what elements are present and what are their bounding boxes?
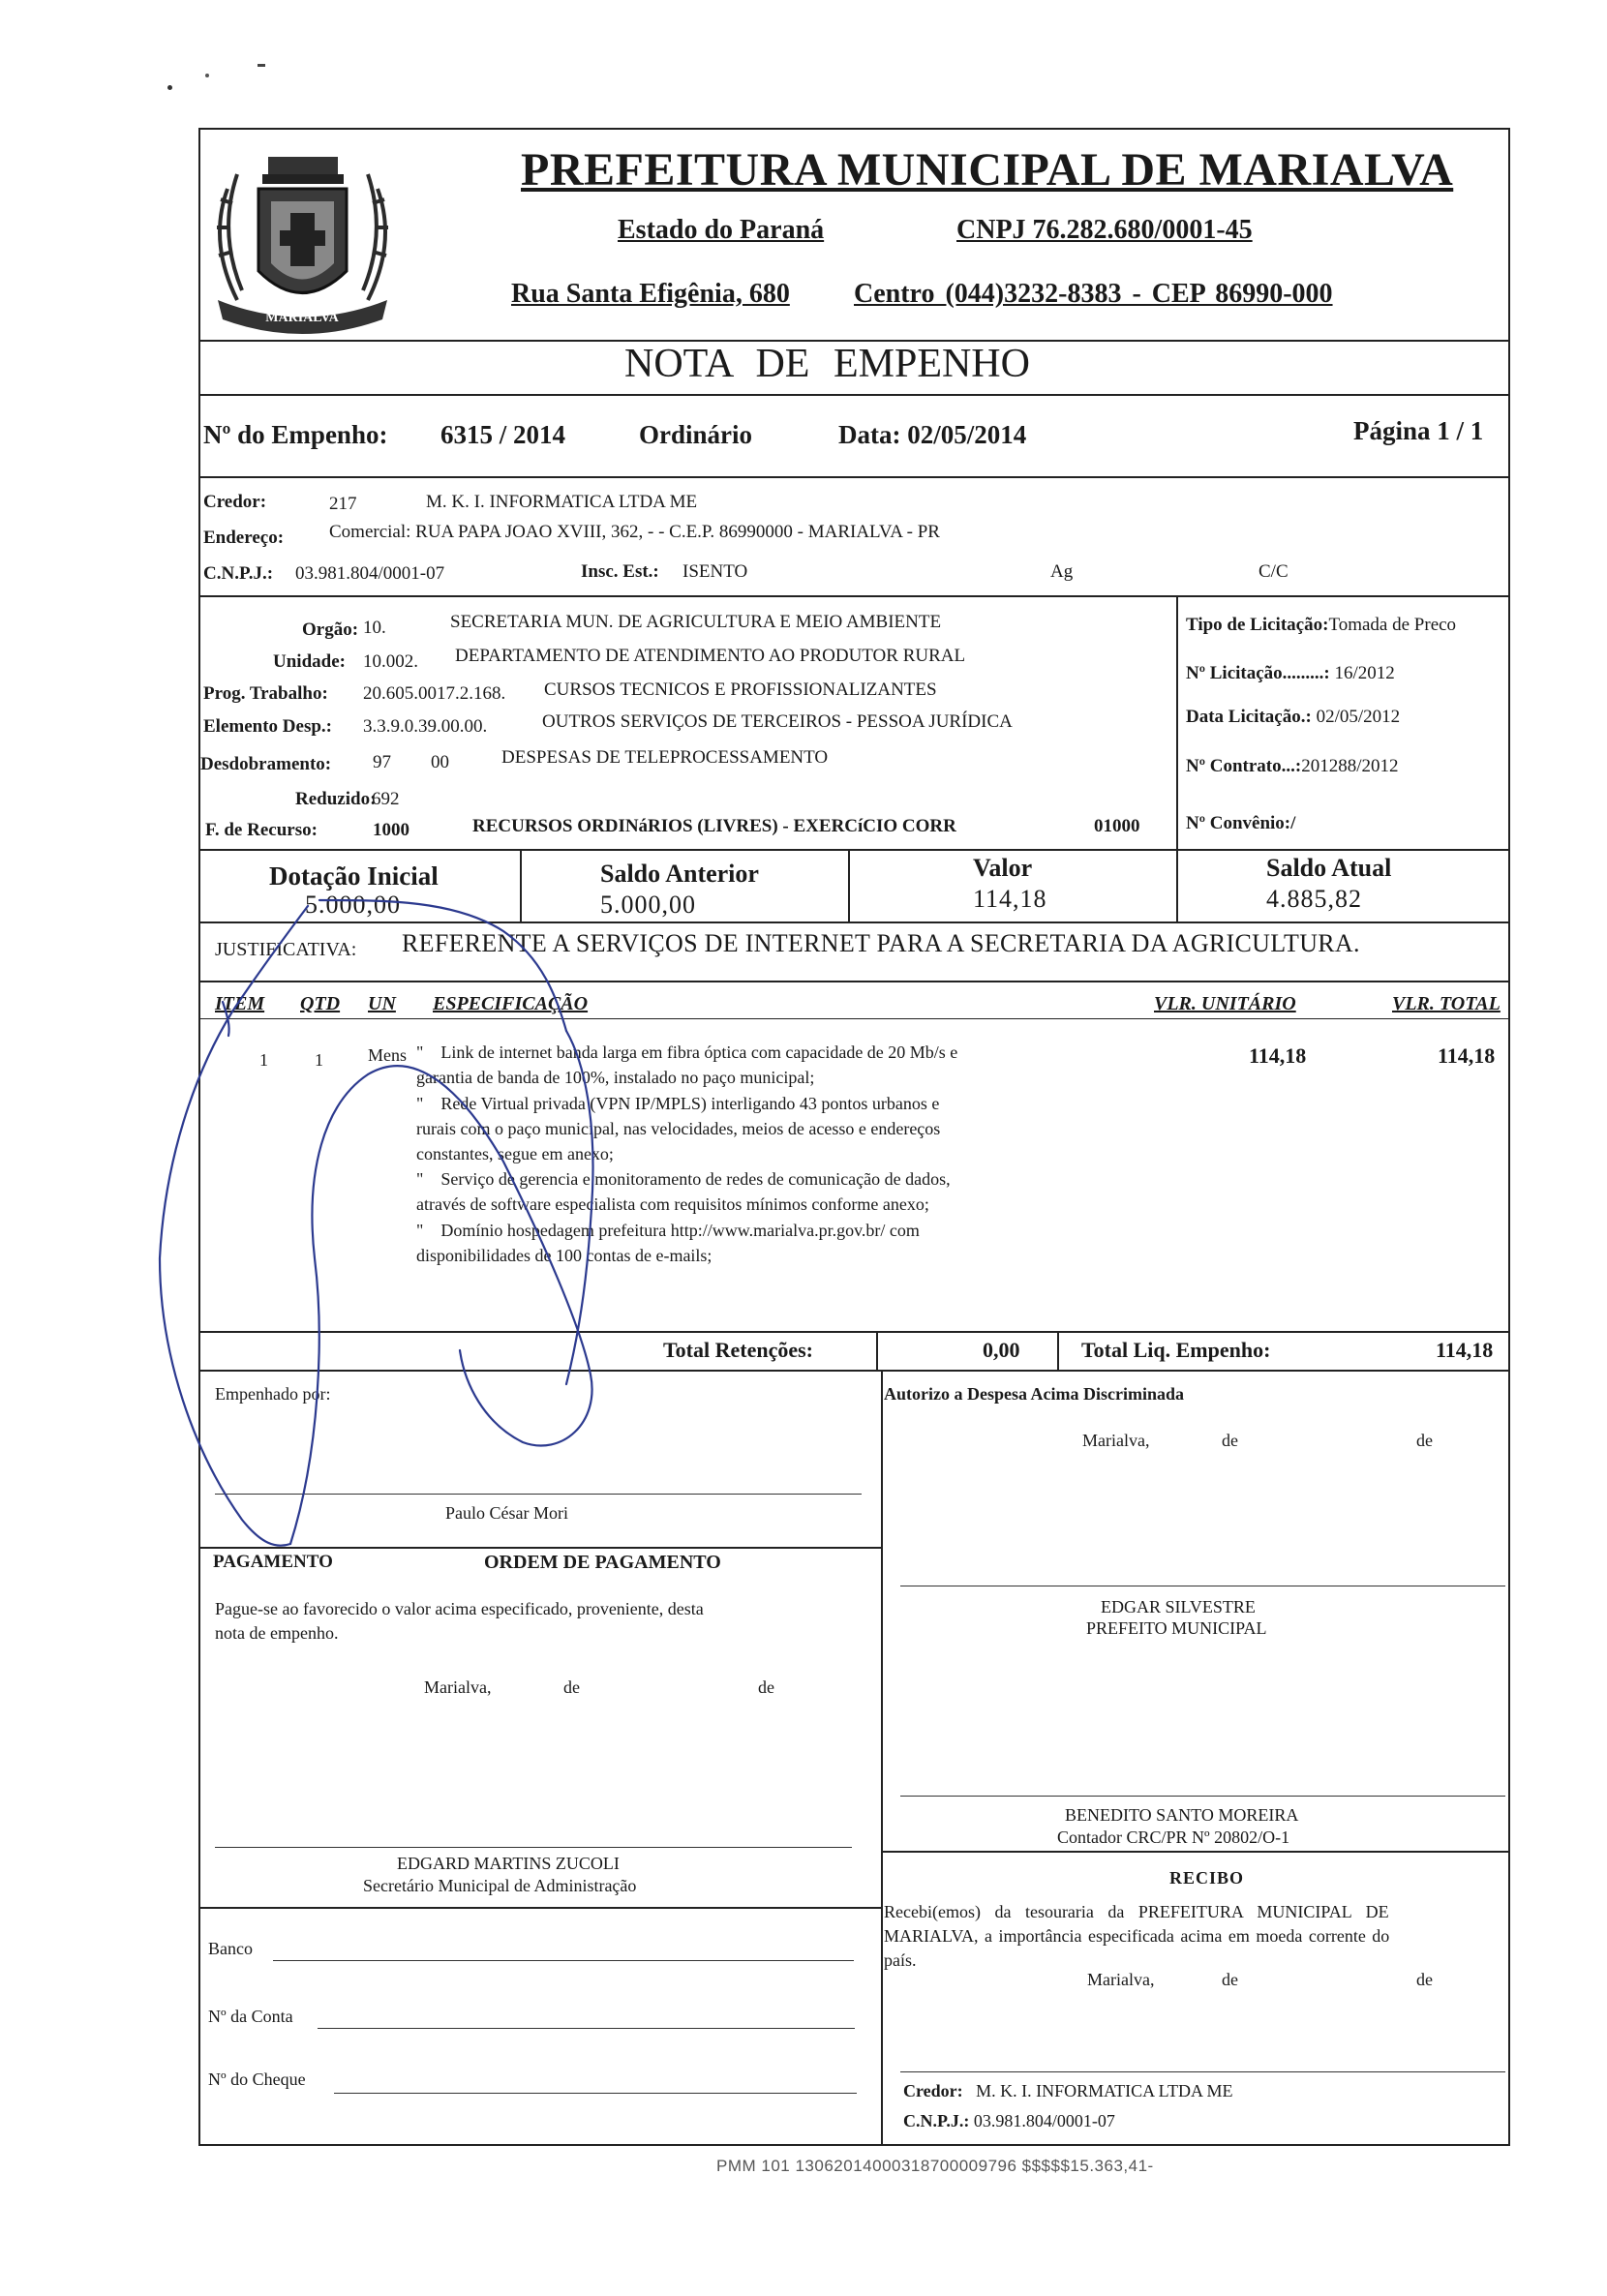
prefeito-title: PREFEITO MUNICIPAL xyxy=(1086,1618,1267,1638)
dotacao-label: Dotação Inicial xyxy=(269,861,439,891)
recibo-cnpj-value: 03.981.804/0001-07 xyxy=(973,2111,1115,2130)
endereco-label: Endereço: xyxy=(203,528,285,548)
contador-name: BENEDITO SANTO MOREIRA xyxy=(1065,1805,1299,1825)
agencia-label: Ag xyxy=(1050,561,1074,582)
empenhado-por-label: Empenhado por: xyxy=(215,1384,331,1404)
footer-authentication-code: PMM 101 13062014000318700009796 $$$$$15.363,41- xyxy=(716,2157,1154,2175)
pagamento-marialva: Marialva, xyxy=(424,1677,492,1697)
cnpj-label: C.N.P.J.: xyxy=(203,563,274,584)
prefeito-name: EDGAR SILVESTRE xyxy=(1101,1597,1256,1616)
fonte-recurso-label: F. de Recurso: xyxy=(205,820,318,840)
col-vlr-unitario: VLR. UNITÁRIO xyxy=(1154,993,1296,1014)
recibo-text-3: país. xyxy=(884,1950,917,1970)
reduzido-label: Reduzido: xyxy=(295,789,377,809)
item-qtd: 1 xyxy=(315,1050,323,1070)
total-liquido-label: Total Liq. Empenho: xyxy=(1081,1338,1271,1362)
endereco-value: Comercial: RUA PAPA JOAO XVIII, 362, - - C.E.P. 86990000 - MARIALVA - PR xyxy=(329,522,940,542)
page-number: Página 1 / 1 xyxy=(1353,416,1484,445)
valor-label: Valor xyxy=(973,854,1033,882)
valor-value: 114,18 xyxy=(973,885,1047,913)
svg-text:MARIALVA: MARIALVA xyxy=(265,311,339,325)
desdobramento-label: Desdobramento: xyxy=(200,754,332,774)
justificativa-label: JUSTIFICATIVA: xyxy=(215,939,357,960)
col-vlr-total: VLR. TOTAL xyxy=(1392,993,1501,1014)
autorizo-de1: de xyxy=(1222,1431,1238,1450)
justificativa-text: REFERENTE A SERVIÇOS DE INTERNET PARA A SECRETARIA DA AGRICULTURA. xyxy=(402,929,1360,957)
col-item: ITEM xyxy=(215,993,265,1014)
desdobramento-code2: 00 xyxy=(431,752,449,772)
item-spec-line: " Domínio hospedagem prefeitura http://www.marialva.pr.gov.br/ com xyxy=(416,1221,920,1240)
numero-convenio: Nº Convênio:/ xyxy=(1186,813,1296,833)
tipo-licitacao-label: Tipo de Licitação: xyxy=(1186,615,1329,635)
empenho-type: Ordinário xyxy=(639,420,753,449)
saldo-atual-label: Saldo Atual xyxy=(1266,854,1392,882)
reduzido-value: 692 xyxy=(372,789,400,809)
tipo-licitacao xyxy=(1186,615,1456,636)
recibo-credor-label: Credor: xyxy=(903,2081,963,2100)
autorizo-text: Autorizo a Despesa Acima Discriminada xyxy=(884,1384,1184,1404)
numero-contrato xyxy=(1186,756,1398,777)
ordem-pagamento-label: ORDEM DE PAGAMENTO xyxy=(484,1552,721,1573)
recibo-marialva: Marialva, xyxy=(1087,1970,1155,1989)
item-spec-line: rurais com o paço municipal, nas velocidades, meios de acesso e endereços xyxy=(416,1119,941,1138)
recibo-de2: de xyxy=(1416,1970,1433,1989)
scan-speck xyxy=(167,85,172,90)
saldo-anterior-label: Saldo Anterior xyxy=(600,860,759,888)
pagamento-de2: de xyxy=(758,1677,774,1697)
recibo-cnpj-label: C.N.P.J.: xyxy=(903,2111,970,2130)
banco-label: Banco xyxy=(208,1939,253,1958)
fonte-recurso-code: 1000 xyxy=(373,820,409,840)
insc-label: Insc. Est.: xyxy=(581,561,659,582)
recibo-cnpj xyxy=(903,2111,1115,2131)
tipo-licitacao-value: Tomada de Preco xyxy=(1328,615,1457,635)
credor-name: M. K. I. INFORMATICA LTDA ME xyxy=(426,492,698,512)
item-spec-line: " Rede Virtual privada (VPN IP/MPLS) interligando 43 pontos urbanos e xyxy=(416,1094,940,1113)
prog-trabalho-name: CURSOS TECNICOS E PROFISSIONALIZANTES xyxy=(544,680,937,700)
credor-code: 217 xyxy=(329,494,357,514)
address-details: Centro (044)3232-8383 - CEP 86990-000 xyxy=(854,279,1333,309)
total-retencoes-label: Total Retenções: xyxy=(663,1338,813,1362)
saldo-anterior-value: 5.000,00 xyxy=(600,891,696,919)
numero-licitacao-label: Nº Licitação.........: xyxy=(1186,663,1330,683)
total-liquido-value: 114,18 xyxy=(1436,1338,1494,1362)
numero-conta-label: Nº da Conta xyxy=(208,2007,293,2026)
item-spec-line: através de software especialista com requisitos mínimos conforme anexo; xyxy=(416,1194,929,1214)
orgao-name: SECRETARIA MUN. DE AGRICULTURA E MEIO AMBIENTE xyxy=(450,612,942,632)
pagamento-text-1: Pague-se ao favorecido o valor acima especificado, proveniente, desta xyxy=(215,1599,704,1618)
item-spec-line: constantes, segue em anexo; xyxy=(416,1144,614,1163)
item-spec-line: " Serviço de gerencia e monitoramento de redes de comunicação de dados, xyxy=(416,1169,951,1189)
dotacao-value: 5.000,00 xyxy=(305,891,401,919)
numero-contrato-label: Nº Contrato...: xyxy=(1186,756,1302,776)
item-vlr-unitario: 114,18 xyxy=(1249,1043,1307,1068)
item-spec-line: disponibilidades de 100 contas de e-mails; xyxy=(416,1246,713,1265)
credor-label: Credor: xyxy=(203,492,267,512)
scan-speck xyxy=(258,64,265,67)
item-vlr-total: 114,18 xyxy=(1438,1043,1496,1068)
pagamento-de1: de xyxy=(563,1677,580,1697)
empenho-date: Data: 02/05/2014 xyxy=(838,420,1027,449)
item-number: 1 xyxy=(259,1050,268,1070)
pagamento-label: PAGAMENTO xyxy=(213,1552,333,1572)
autorizo-marialva: Marialva, xyxy=(1082,1431,1150,1450)
recibo-title: RECIBO xyxy=(1169,1868,1245,1888)
numero-cheque-label: Nº do Cheque xyxy=(208,2069,306,2089)
insc-value: ISENTO xyxy=(682,561,748,582)
recibo-credor xyxy=(903,2081,1233,2101)
orgao-label: Orgão: xyxy=(302,619,359,640)
numero-contrato-value: 201288/2012 xyxy=(1301,756,1399,776)
data-licitacao-label: Data Licitação.: xyxy=(1186,707,1312,727)
elemento-name: OUTROS SERVIÇOS DE TERCEIROS - PESSOA JURÍDICA xyxy=(542,711,1013,732)
fonte-recurso-name: RECURSOS ORDINáRIOS (LIVRES) - EXERCíCIO CORR xyxy=(472,816,956,836)
empenho-number: 6315 / 2014 xyxy=(440,420,566,449)
document-title: NOTA DE EMPENHO xyxy=(624,342,1030,386)
empenho-label: Nº do Empenho: xyxy=(203,420,388,449)
secretario-title: Secretário Municipal de Administração xyxy=(363,1876,637,1895)
marialva-crest-logo xyxy=(198,136,407,344)
autorizo-de2: de xyxy=(1416,1431,1433,1450)
recibo-text-1: Recebi(emos) da tesouraria da PREFEITURA MUNICIPAL DE xyxy=(884,1902,1389,1921)
empenhado-por-name: Paulo César Mori xyxy=(445,1503,568,1523)
unidade-label: Unidade: xyxy=(273,651,346,672)
conta-corrente-label: C/C xyxy=(1258,561,1289,582)
recibo-credor-value: M. K. I. INFORMATICA LTDA ME xyxy=(976,2081,1233,2100)
cnpj-value: 03.981.804/0001-07 xyxy=(295,563,445,584)
prog-trabalho-code: 20.605.0017.2.168. xyxy=(363,683,506,704)
item-spec-line: garantia de banda de 100%, instalado no paço municipal; xyxy=(416,1068,815,1087)
orgao-code: 10. xyxy=(363,618,386,638)
numero-licitacao xyxy=(1186,663,1395,684)
elemento-label: Elemento Desp.: xyxy=(203,716,332,737)
desdobramento-name: DESPESAS DE TELEPROCESSAMENTO xyxy=(501,747,829,768)
unidade-name: DEPARTAMENTO DE ATENDIMENTO AO PRODUTOR RURAL xyxy=(455,646,966,666)
item-spec-line: " Link de internet banda larga em fibra óptica com capacidade de 20 Mb/s e xyxy=(416,1042,958,1062)
prog-trabalho-label: Prog. Trabalho: xyxy=(203,683,328,704)
recibo-text-2: MARIALVA, a importância especificada acima em moeda corrente do xyxy=(884,1926,1390,1946)
contador-title: Contador CRC/PR Nº 20802/O-1 xyxy=(1057,1828,1290,1847)
desdobramento-code1: 97 xyxy=(373,752,391,772)
unidade-code: 10.002. xyxy=(363,651,418,672)
scan-speck xyxy=(205,74,209,77)
numero-licitacao-value: 16/2012 xyxy=(1334,663,1395,683)
elemento-code: 3.3.9.0.39.00.00. xyxy=(363,716,488,737)
data-licitacao xyxy=(1186,707,1400,728)
pagamento-text-2: nota de empenho. xyxy=(215,1623,339,1643)
item-un: Mens xyxy=(368,1045,407,1065)
state-name: Estado do Paraná xyxy=(618,215,825,245)
header-cnpj: CNPJ 76.282.680/0001-45 xyxy=(956,215,1253,245)
fonte-recurso-number: 01000 xyxy=(1094,816,1140,836)
col-un: UN xyxy=(368,993,396,1014)
municipality-title: PREFEITURA MUNICIPAL DE MARIALVA xyxy=(521,144,1454,196)
data-licitacao-value: 02/05/2012 xyxy=(1316,707,1401,727)
recibo-de1: de xyxy=(1222,1970,1238,1989)
col-especificacao: ESPECIFICAÇÃO xyxy=(433,993,589,1014)
saldo-atual-value: 4.885,82 xyxy=(1266,885,1362,913)
total-retencoes-value: 0,00 xyxy=(983,1338,1020,1362)
street-address: Rua Santa Efigênia, 680 xyxy=(511,279,790,309)
col-qtd: QTD xyxy=(300,993,341,1014)
secretario-name: EDGARD MARTINS ZUCOLI xyxy=(397,1854,620,1873)
